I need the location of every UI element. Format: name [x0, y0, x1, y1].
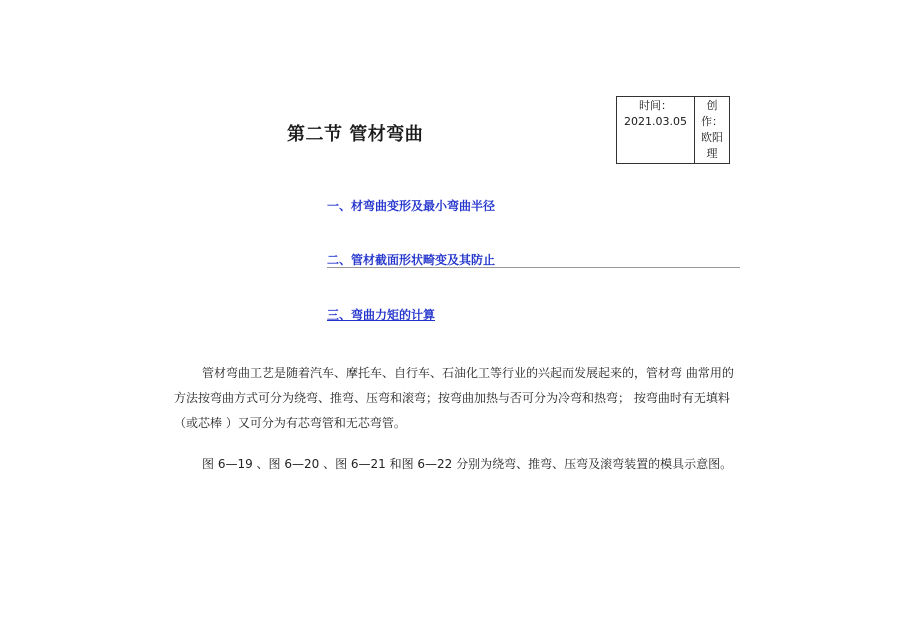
toc-divider: [327, 267, 740, 268]
toc-link-1[interactable]: 一、材弯曲变形及最小弯曲半径: [327, 199, 496, 213]
time-label: 时间：: [639, 99, 672, 112]
toc-link-3[interactable]: 三、弯曲力矩的计算: [327, 308, 436, 322]
section-title: 第二节 管材弯曲: [287, 124, 424, 145]
time-value: 2021.03.05: [624, 115, 687, 128]
meta-time-cell: [617, 97, 695, 163]
body-paragraph-2: 图 6—19 、图 6—20 、图 6—21 和图 6—22 分别为绕弯、推弯、压弯及滚弯装置的模具示意图。: [202, 457, 733, 471]
toc-link-2[interactable]: 二、管材截面形状畸变及其防止: [327, 253, 496, 267]
meta-box: [616, 96, 730, 164]
author-cell: 创作：欧阳理: [701, 99, 723, 160]
body-paragraph-1: 管材弯曲工艺是随着汽车、摩托车、自行车、石油化工等行业的兴起而发展起来的，管材弯 曲常用的方法按弯曲方式可分为绕弯、推弯、压弯和滚弯；按弯曲加热与否可分为冷弯和热弯； 按弯曲时有无填料 （或芯棒 ）又可分为有芯弯管和无芯弯管。: [174, 366, 734, 430]
